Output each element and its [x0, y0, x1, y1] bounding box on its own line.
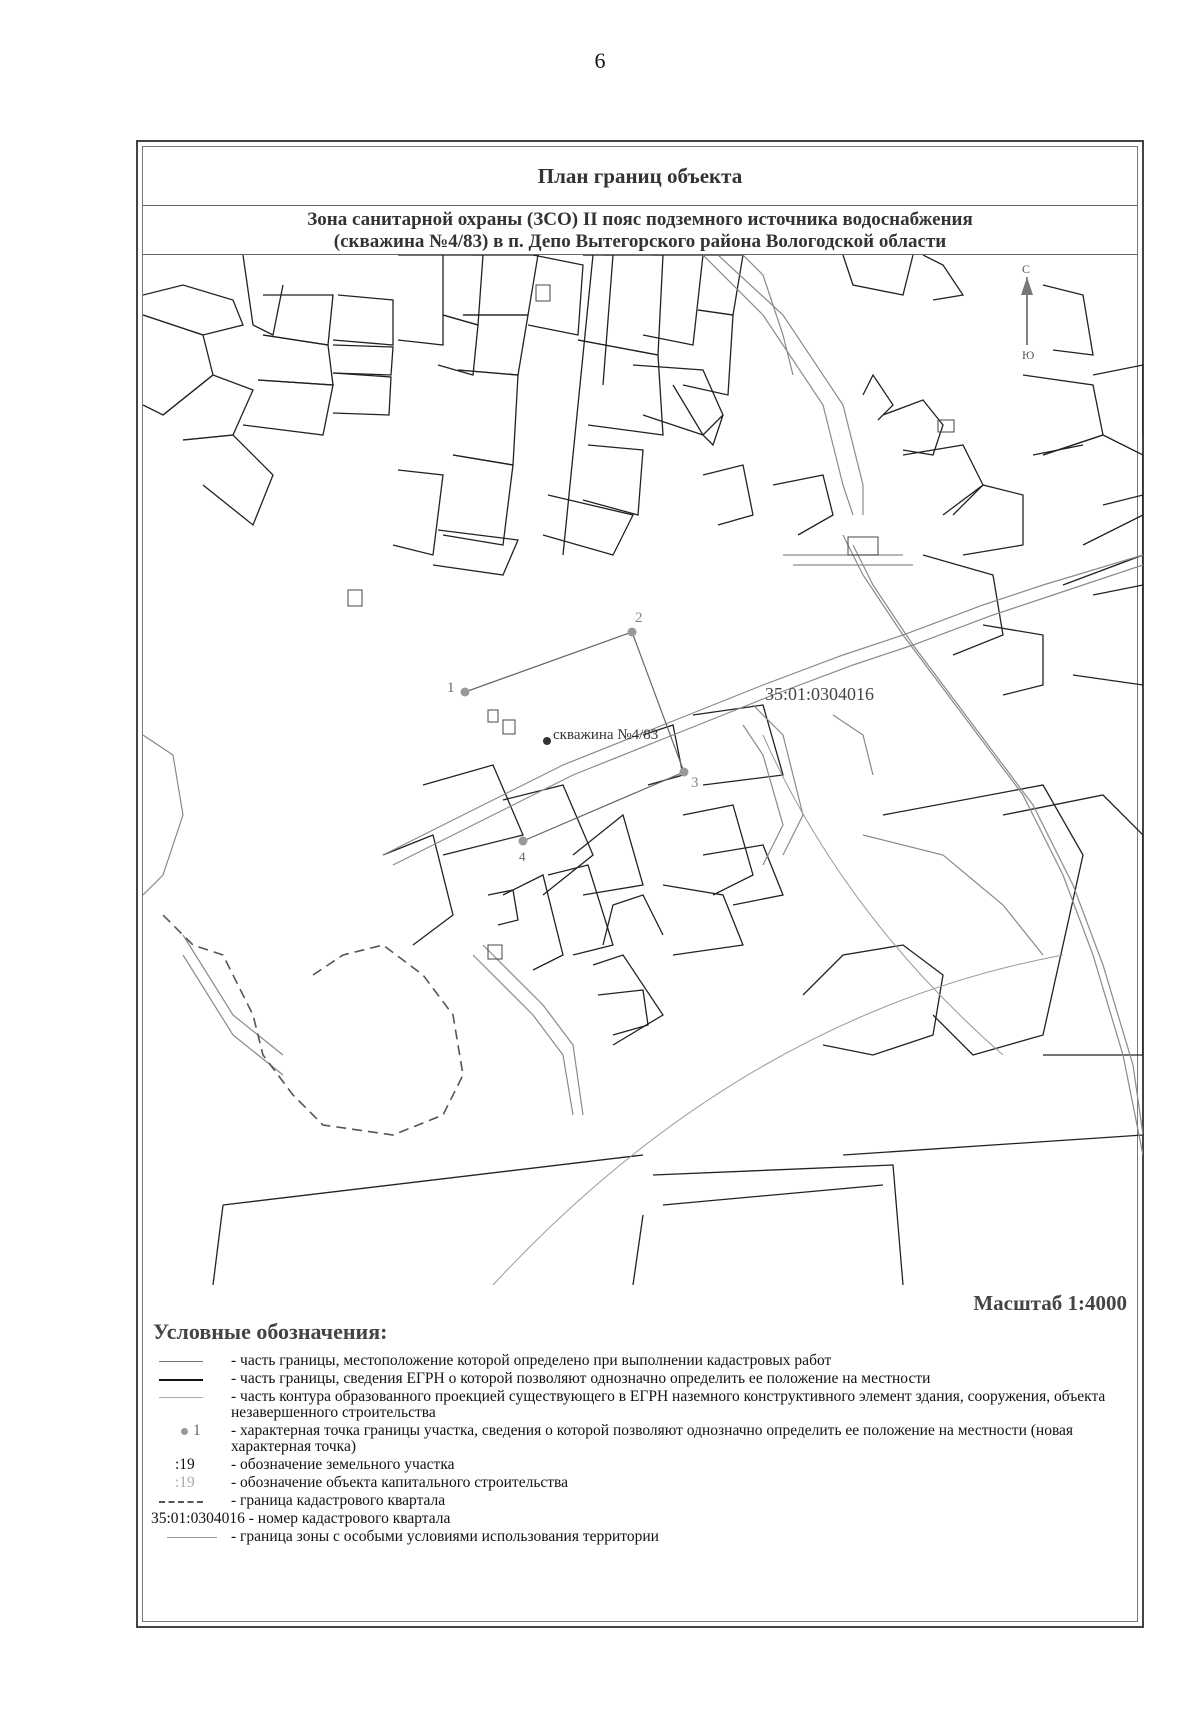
legend-row-thin-line	[151, 1353, 1141, 1369]
subtitle-line-2: (скважина №4/83) в п. Депо Вытегорского района Вологодской области	[333, 231, 947, 252]
north-arrow-icon	[1021, 262, 1034, 362]
well-marker	[543, 737, 551, 745]
legend-row-dashed-line	[151, 1493, 1141, 1509]
point-2	[628, 628, 637, 637]
plan-subtitle	[143, 205, 1137, 255]
quarter-boundary	[163, 915, 463, 1135]
legend-text: - обозначение объекта капитального строительства	[231, 1474, 569, 1491]
legend-row-gray-line	[151, 1389, 1141, 1421]
legend-row-quarter-number	[151, 1511, 1141, 1527]
plan-frame	[136, 140, 1144, 1628]
legend-text: - характерная точка границы участка, сведения о которой позволяют однозначно определить ее положение на местности (новая характерная точка)	[231, 1422, 1074, 1455]
point-1	[461, 688, 470, 697]
point-2-label: 2	[635, 610, 643, 626]
north-label: С	[1022, 262, 1031, 276]
legend-text: - часть контура образованного проекцией существующего в ЕГРН наземного конструктивного элемент здания, сооружения, объекта незавершенного строительства	[231, 1388, 1106, 1421]
plan-title: План границ объекта	[143, 147, 1137, 206]
point-3-label: 3	[691, 775, 699, 791]
parcel-code-symbol: :19	[175, 1456, 195, 1473]
legend-row-thick-line	[151, 1371, 1141, 1387]
legend-text: - часть границы, сведения ЕГРН о которой позволяют однозначно определить ее положение на местности	[231, 1370, 931, 1387]
point-symbol-label: 1	[193, 1422, 201, 1439]
legend-text: - часть границы, местоположение которой определено при выполнении кадастровых работ	[231, 1352, 832, 1369]
south-label: Ю	[1022, 348, 1035, 362]
legend-text: - обозначение земельного участка	[231, 1456, 455, 1473]
zone-line-icon	[151, 1529, 231, 1545]
thin-line-icon	[151, 1353, 231, 1369]
legend-text: - граница зоны с особыми условиями использования территории	[231, 1528, 659, 1545]
legend-text: - граница кадастрового квартала	[231, 1492, 446, 1509]
map-scale: Масштаб 1:4000	[973, 1291, 1127, 1315]
gray-contours	[143, 255, 1143, 1155]
building-code-symbol: :19	[175, 1474, 195, 1491]
point-3	[680, 768, 689, 777]
quarter-number-symbol: 35:01:0304016	[151, 1510, 245, 1527]
parcel-boundaries	[143, 255, 1143, 1285]
legend-row-parcel-code	[151, 1457, 1141, 1473]
legend	[151, 1353, 1141, 1547]
plan-frame-inner	[142, 146, 1138, 1622]
gray-line-icon	[151, 1389, 231, 1405]
thick-line-icon	[151, 1371, 231, 1387]
cadastral-map	[143, 255, 1143, 1285]
point-4-label: 4	[519, 849, 526, 864]
page-number: 6	[594, 48, 606, 73]
point-1-label: 1	[447, 680, 455, 696]
dashed-line-icon	[151, 1493, 231, 1509]
well-label: скважина №4/83	[553, 727, 659, 743]
legend-text: - номер кадастрового квартала	[248, 1510, 451, 1527]
legend-row-building-code	[151, 1475, 1141, 1491]
legend-title: Условные обозначения:	[153, 1319, 388, 1344]
legend-row-point	[151, 1423, 1141, 1455]
point-4	[519, 837, 528, 846]
legend-row-zone-line	[151, 1529, 1141, 1545]
point-icon	[151, 1423, 231, 1439]
quarter-label: 35:01:0304016	[765, 684, 875, 704]
subtitle-line-1: Зона санитарной охраны (ЗСО) II пояс подземного источника водоснабжения	[307, 209, 973, 230]
